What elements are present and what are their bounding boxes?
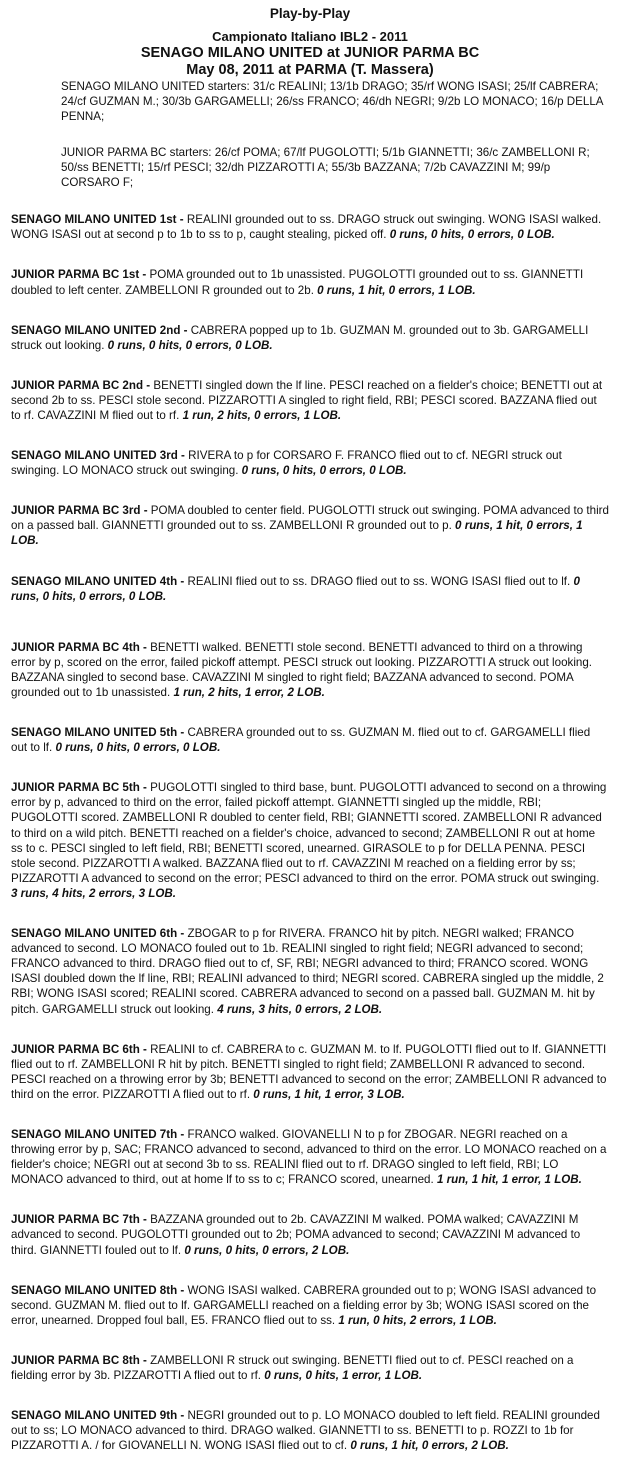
half-inning-paragraph [11, 378, 609, 423]
half-inning-plays: WONG ISASI walked. CABRERA grounded out to p; WONG ISASI advanced to second. GUZMAN M. flied out to lf. GARGAMELLI reached on a fielding error by 3b; WONG ISASI scored on the error, unearned. Dropped foul ball, E5. FRANCO flied out to ss. [11, 1283, 597, 1327]
half-inning-plays: CABRERA popped up to 1b. GUZMAN M. grounded out to 3b. GARGAMELLI struck out looking. [11, 323, 589, 352]
half-inning-paragraph [11, 1408, 609, 1453]
half-inning-label: JUNIOR PARMA BC 4th - [11, 640, 151, 654]
half-inning-label: SENAGO MILANO UNITED 1st - [11, 213, 187, 227]
half-inning-paragraph [11, 1283, 609, 1328]
half-inning-label: SENAGO MILANO UNITED 8th - [11, 1283, 188, 1297]
half-inning-summary: 1 run, 0 hits, 2 errors, 1 LOB. [338, 1313, 497, 1327]
half-inning-label: SENAGO MILANO UNITED 5th - [11, 726, 188, 740]
half-inning-label: JUNIOR PARMA BC 5th - [11, 781, 151, 795]
half-inning-label: SENAGO MILANO UNITED 7th - [11, 1127, 188, 1141]
half-inning-paragraph [11, 780, 609, 901]
half-inning-summary: 1 run, 1 hit, 1 error, 1 LOB. [436, 1173, 582, 1187]
half-inning-paragraph [11, 640, 609, 700]
document-title: Play-by-Play [269, 6, 351, 21]
half-inning-summary: 0 runs, 1 hit, 0 errors, 2 LOB. [350, 1439, 509, 1453]
away-team-starters: SENAGO MILANO UNITED starters: 31/c REALINI; 13/1b DRAGO; 35/rf WONG ISASI; 25/lf CABRERA; 24/cf GUZMAN M.; 30/3b GARGAMELLI; 26/ss FRANCO; 46/dh NEGRI; 9/2b LO MONACO; 16/p DELLA PENNA; [61, 80, 603, 124]
half-inning-plays: ZBOGAR to p for RIVERA. FRANCO hit by pitch. NEGRI walked; FRANCO advanced to second. LO MONACO fouled out to 1b. REALINI singled to right field; NEGRI advanced to second; FRANCO advanced to third. DRAGO flied out to cf, SF, RBI; NEGRI advanced to third; FRANCO scored. WONG ISASI doubled down the lf line, RBI; REALINI advanced to third; NEGRI scored. CABRERA singled up the middle, 2 RBI; WONG ISASI scored; REALINI scored. CABRERA advanced to second on a passed ball. GUZMAN M. hit by pitch. GARGAMELLI struck out looking. [11, 927, 604, 1016]
half-inning-plays: BENETTI singled down the lf line. PESCI reached on a fielder's choice; BENETTI out at second 2b to ss. PESCI stole second. PIZZAROTTI A singled to right field, RBI; PESCI scored. BAZZANA flied out to rf. CAVAZZINI M flied out to rf. [11, 378, 603, 422]
half-inning-paragraph [11, 1353, 609, 1383]
half-inning-summary: 0 runs, 1 hit, 0 errors, 1 LOB. [317, 283, 476, 297]
half-inning-paragraph [11, 267, 609, 297]
half-inning-label: JUNIOR PARMA BC 2nd - [11, 378, 154, 392]
half-inning-label: JUNIOR PARMA BC 6th - [11, 1042, 151, 1056]
home-team-starters: JUNIOR PARMA BC starters: 26/cf POMA; 67/lf PUGOLOTTI; 5/1b GIANNETTI; 36/c ZAMBELLONI R; 50/ss BENETTI; 15/rf PESCI; 32/dh PIZZAROTTI A; 55/3b BAZZANA; 7/2b CAVAZZINI M; 99/p CORSARO F; [61, 145, 590, 190]
half-inning-plays: REALINI grounded out to ss. DRAGO struck out swinging. WONG ISASI walked. WONG ISASI out at second p to 1b to ss to p, caught stealing, picked off. [11, 213, 602, 242]
half-inning-plays: PUGOLOTTI singled to third base, bunt. PUGOLOTTI advanced to second on a throwing error by p, advanced to third on the error, failed pickoff attempt. GIANNETTI singled up the middle, RBI; PUGOLOTTI scored. ZAMBELLONI R doubled to center field, RBI; GIANNETTI scored. ZAMBELLONI R advanced to third on a wild pitch. BENETTI reached on a fielder's choice, advanced to second; ZAMBELLONI R out at home ss to c. PESCI singled to left field, RBI; BENETTI scored, unearned. GIRASOLE to p for DELLA PENNA. PESCI stole second. PIZZAROTTI A walked. BAZZANA flied out to rf. CAVAZZINI M reached on a fielding error by ss; PIZZAROTTI A advanced to second on the error; PESCI advanced to third on the error. POMA struck out swinging. [11, 781, 607, 885]
half-inning-summary: 0 runs, 0 hits, 0 errors, 0 LOB. [107, 338, 273, 352]
half-inning-paragraph [11, 503, 609, 548]
half-inning-plays: REALINI to cf. CABRERA to c. GUZMAN M. to lf. PUGOLOTTI flied out to lf. GIANNETTI flied out to rf. ZAMBELLONI R hit by pitch. BENETTI singled to right field; ZAMBELLONI R advanced to second. PESCI reached on a throwing error by 3b; BENETTI advanced to second on the error; ZAMBELLONI R advanced to third on the error. PIZZAROTTI A flied out to rf. [11, 1042, 607, 1101]
half-inning-label: SENAGO MILANO UNITED 2nd - [11, 323, 191, 337]
half-inning-paragraph [11, 212, 609, 242]
half-inning-summary: 0 runs, 1 hit, 0 errors, 1 LOB. [11, 519, 583, 548]
half-inning-plays: FRANCO walked. GIOVANELLI N to p for ZBOGAR. NEGRI reached on a throwing error by p, SAC; FRANCO advanced to second, advanced to third on the error. LO MONACO reached on a fielder's choice; NEGRI out at second 3b to ss. REALINI flied out to rf. DRAGO singled to left field, RBI; LO MONACO advanced to third, out at home lf to ss to c; FRANCO scored, unearned. [11, 1127, 607, 1187]
game-date-venue: May 08, 2011 at PARMA (T. Massera) [186, 62, 434, 78]
half-inning-plays: CABRERA grounded out to ss. GUZMAN M. flied out to cf. GARGAMELLI flied out to lf. [11, 726, 591, 755]
half-inning-paragraph [11, 926, 609, 1017]
half-inning-paragraph [11, 1127, 609, 1187]
championship-title: Campionato Italiano IBL2 - 2011 [212, 29, 408, 44]
half-inning-summary: 1 run, 2 hits, 1 error, 2 LOB. [173, 686, 325, 699]
half-inning-label: SENAGO MILANO UNITED 3rd - [11, 449, 189, 463]
game-matchup: SENAGO MILANO UNITED at JUNIOR PARMA BC [140, 45, 480, 61]
document-header [11, 6, 609, 79]
innings-log [11, 212, 609, 1453]
half-inning-plays: NEGRI grounded out to p. LO MONACO doubled to left field. REALINI grounded out to ss; LO MONACO advanced to third. DRAGO walked. GIANNETTI to ss. BENETTI to p. ROZZI to 1b for PIZZAROTTI A. / for GIOVANELLI N. WONG ISASI flied out to cf. [11, 1409, 600, 1453]
half-inning-plays: POMA doubled to center field. PUGOLOTTI struck out swinging. POMA advanced to third on a passed ball. GIANNETTI grounded out to ss. ZAMBELLONI R grounded out to p. [11, 504, 609, 533]
half-inning-label: JUNIOR PARMA BC 8th - [11, 1353, 151, 1367]
half-inning-paragraph [11, 323, 609, 353]
half-inning-paragraph [11, 574, 609, 604]
half-inning-label: SENAGO MILANO UNITED 6th - [11, 927, 188, 941]
half-inning-label: JUNIOR PARMA BC 3rd - [11, 504, 151, 518]
half-inning-summary: 0 runs, 1 hit, 1 error, 3 LOB. [253, 1087, 405, 1101]
half-inning-label: JUNIOR PARMA BC 1st - [11, 268, 150, 282]
half-inning-plays: BAZZANA grounded out to 2b. CAVAZZINI M walked. POMA walked; CAVAZZINI M advanced to second. PUGOLOTTI grounded out to 2b; POMA advanced to second; CAVAZZINI M advanced to third. GIANNETTI fouled out to lf. [11, 1213, 581, 1257]
half-inning-paragraph [11, 448, 609, 478]
half-inning-label: SENAGO MILANO UNITED 4th - [11, 574, 188, 588]
half-inning-plays: ZAMBELLONI R struck out swinging. BENETTI flied out to cf. PESCI reached on a fielding error by 3b. PIZZAROTTI A flied out to rf. [11, 1353, 574, 1382]
half-inning-label: SENAGO MILANO UNITED 9th - [11, 1409, 188, 1423]
half-inning-summary: 4 runs, 3 hits, 0 errors, 2 LOB. [217, 1002, 383, 1016]
half-inning-summary: 0 runs, 0 hits, 0 errors, 0 LOB. [55, 741, 221, 755]
half-inning-plays: REALINI flied out to ss. DRAGO flied out to ss. WONG ISASI flied out to lf. [187, 574, 574, 588]
half-inning-label: JUNIOR PARMA BC 7th - [11, 1213, 151, 1227]
half-inning-summary: 0 runs, 0 hits, 0 errors, 0 LOB. [11, 574, 580, 603]
half-inning-summary: 0 runs, 0 hits, 0 errors, 0 LOB. [241, 464, 407, 478]
half-inning-paragraph [11, 725, 609, 755]
half-inning-summary: 0 runs, 0 hits, 0 errors, 2 LOB. [184, 1243, 350, 1257]
half-inning-summary: 0 runs, 0 hits, 0 errors, 0 LOB. [389, 228, 555, 242]
half-inning-plays: BENETTI walked. BENETTI stole second. BENETTI advanced to third on a throwing error by p, scored on the error, failed pickoff attempt. PESCI struck out looking. PIZZAROTTI A struck out looking. BAZZANA singled to second base. CAVAZZINI M singled to right field; BAZZANA advanced to second. POMA grounded out to 1b unassisted. [11, 640, 593, 699]
half-inning-plays: POMA grounded out to 1b unassisted. PUGOLOTTI grounded out to ss. GIANNETTI doubled to left center. ZAMBELLONI R grounded out to 2b. [11, 268, 584, 297]
half-inning-paragraph [11, 1042, 609, 1102]
half-inning-summary: 3 runs, 4 hits, 2 errors, 3 LOB. [11, 886, 176, 900]
half-inning-paragraph [11, 1212, 609, 1257]
starters-section [11, 79, 609, 190]
half-inning-summary: 0 runs, 0 hits, 1 error, 1 LOB. [264, 1369, 423, 1382]
half-inning-summary: 1 run, 2 hits, 0 errors, 1 LOB. [182, 408, 342, 422]
half-inning-plays: RIVERA to p for CORSARO F. FRANCO flied out to cf. NEGRI struck out swinging. LO MONACO struck out swinging. [11, 449, 562, 478]
